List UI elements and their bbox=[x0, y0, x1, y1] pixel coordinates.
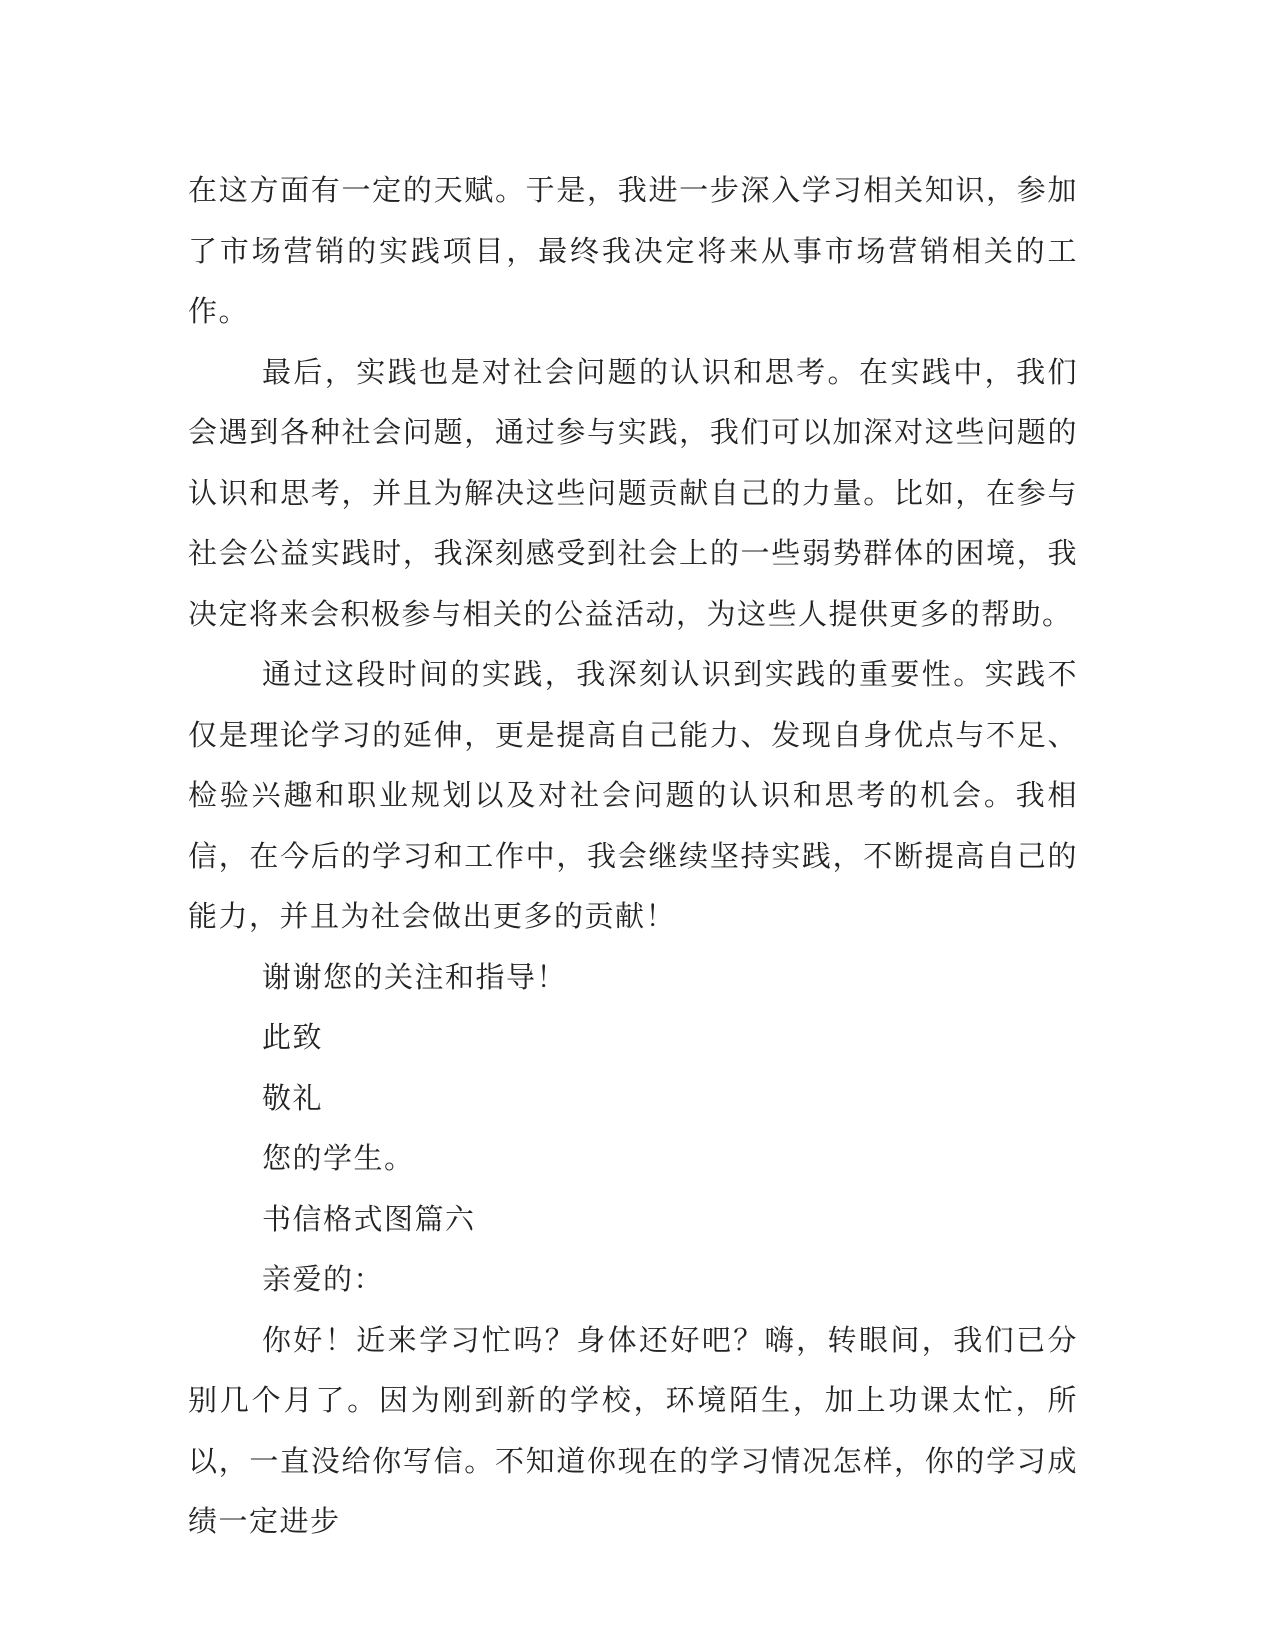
paragraph-social-issues: 最后，实践也是对社会问题的认识和思考。在实践中，我们会遇到各种社会问题，通过参与实践，我们可以加深对这些问题的认识和思考，并且为解决这些问题贡献自己的力量。比如，在参与社会公益实践时，我深刻感受到社会上的一些弱势群体的困境，我决定将来会积极参与相关的公益活动，为这些人提供更多的帮助。 bbox=[188, 354, 1078, 631]
section-title: 书信格式图篇六 bbox=[262, 1201, 476, 1236]
letter-body-paragraph: 你好！近来学习忙吗？身体还好吧？嗨，转眼间，我们已分别几个月了。因为刚到新的学校，环境陌生，加上功课太忙，所以，一直没给你写信。不知道你现在的学习情况怎样，你的学习成绩一定进步 bbox=[188, 1322, 1078, 1538]
paragraph-continuation: 在这方面有一定的天赋。于是，我进一步深入学习相关知识，参加了市场营销的实践项目，最终我决定将来从事市场营销相关的工作。 bbox=[188, 173, 1078, 328]
paragraph-conclusion: 通过这段时间的实践，我深刻认识到实践的重要性。实践不仅是理论学习的延伸，更是提高自己能力、发现自身优点与不足、检验兴趣和职业规划以及对社会问题的认识和思考的机会。我相信，在今后的学习和工作中，我会继续坚持实践，不断提高自己的能力，并且为社会做出更多的贡献！ bbox=[188, 657, 1078, 933]
closing-line-2: 敬礼 bbox=[262, 1080, 324, 1115]
closing-line-1: 此致 bbox=[262, 1020, 324, 1054]
signature-line: 您的学生。 bbox=[262, 1141, 415, 1175]
salutation-line: 亲爱的： bbox=[262, 1262, 385, 1296]
thanks-line: 谢谢您的关注和指导！ bbox=[262, 959, 568, 994]
document-page bbox=[188, 160, 1078, 1552]
